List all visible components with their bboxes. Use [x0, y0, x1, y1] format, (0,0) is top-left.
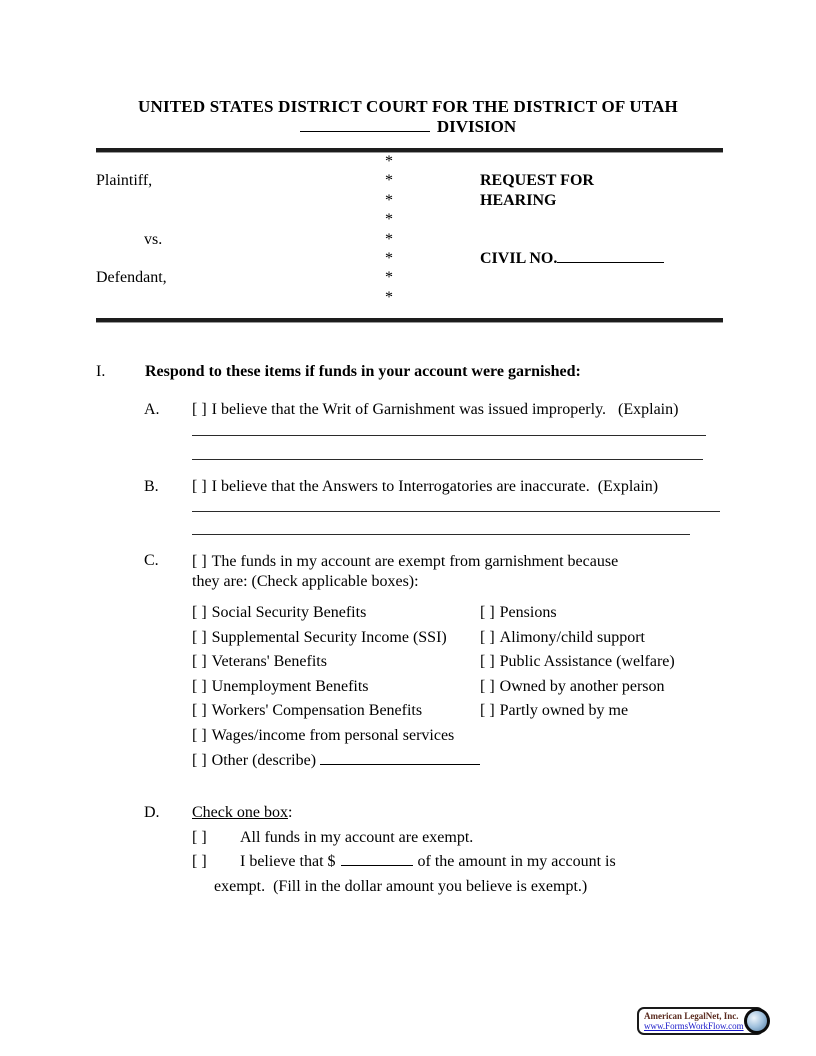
option-wages-income	[192, 727, 480, 752]
legalnet-badge	[637, 1007, 764, 1035]
item-b-label: B.	[144, 478, 159, 495]
option-social-security	[192, 604, 480, 629]
item-d-label: D.	[144, 804, 160, 821]
option-checkbox[interactable]: [ ]	[192, 653, 207, 671]
option-checkbox[interactable]: [ ]	[480, 702, 495, 720]
legalnet-company: American LegalNet, Inc.	[644, 1010, 739, 1021]
division-line	[0, 117, 816, 137]
vs-label: vs.	[144, 230, 163, 248]
exemption-options-left-column	[192, 604, 480, 776]
caption-row	[96, 192, 723, 211]
d-option-all-funds	[192, 829, 732, 847]
civil-no-label: CIVIL NO.	[480, 249, 558, 267]
plaintiff-label: Plaintiff,	[96, 172, 153, 190]
item-b-text: I believe that the Answers to Interrogatories are inaccurate. (Explain)	[211, 478, 659, 495]
caption-row	[96, 153, 723, 172]
option-checkbox[interactable]: [ ]	[192, 702, 207, 720]
case-caption	[96, 153, 723, 308]
option-owned-by-another	[480, 678, 730, 703]
item-a-explain-line-1[interactable]	[192, 435, 706, 436]
option-other	[192, 752, 480, 777]
option-checkbox[interactable]: [ ]	[480, 653, 495, 671]
item-b-explain-line-1[interactable]	[192, 511, 720, 512]
option-label: Wages/income from personal services	[211, 726, 455, 744]
civil-no-blank[interactable]	[557, 262, 664, 263]
caption-rule-top	[96, 148, 723, 152]
item-a-label: A.	[144, 401, 160, 418]
item-d-heading: Check one box	[192, 804, 288, 821]
option-checkbox[interactable]: [ ]	[192, 726, 207, 744]
document-title-line1: REQUEST FOR	[480, 172, 594, 190]
option-checkbox[interactable]: [ ]	[192, 628, 207, 646]
caption-rule-bottom	[96, 318, 723, 322]
option-checkbox[interactable]: [ ]	[192, 677, 207, 695]
option-checkbox[interactable]: [ ]	[192, 604, 207, 621]
item-c-checkbox[interactable]: [ ]	[192, 553, 207, 570]
caption-row	[96, 289, 723, 308]
item-a-checkbox[interactable]: [ ]	[192, 401, 207, 418]
item-c-text-line1: [ ] The funds in my account are exempt from garnishment because	[192, 553, 619, 570]
option-label: Owned by another person	[499, 677, 665, 695]
option-checkbox[interactable]: [ ]	[192, 751, 207, 769]
section-i	[96, 363, 736, 381]
asterisk-separator: *	[385, 269, 393, 287]
option-label: Social Security Benefits	[211, 604, 367, 621]
option-label: Unemployment Benefits	[211, 677, 369, 695]
exemption-options-right-column	[480, 604, 730, 727]
item-b-checkbox[interactable]: [ ]	[192, 478, 207, 495]
asterisk-separator: *	[385, 153, 393, 170]
asterisk-separator: *	[385, 211, 393, 229]
caption-row	[96, 231, 723, 250]
section-i-number: I.	[96, 363, 106, 380]
d-option-2-text-before: I believe that $	[240, 853, 336, 870]
option-checkbox[interactable]: [ ]	[480, 604, 495, 621]
item-d-heading-colon: :	[287, 804, 293, 821]
d-option-1-label: All funds in my account are exempt.	[240, 829, 474, 846]
d-option-2-continuation: exempt. (Fill in the dollar amount you believe is exempt.)	[214, 878, 588, 895]
asterisk-separator: *	[385, 191, 393, 209]
option-label: Alimony/child support	[499, 628, 645, 646]
option-checkbox[interactable]: [ ]	[480, 677, 495, 695]
d-option-2-checkbox[interactable]: [ ]	[192, 853, 207, 870]
document-title-line2: HEARING	[480, 191, 557, 209]
division-label: DIVISION	[436, 117, 517, 136]
option-label: Other (describe)	[211, 751, 317, 769]
asterisk-separator: *	[385, 288, 393, 306]
item-d	[144, 804, 704, 822]
caption-row	[96, 269, 723, 288]
other-describe-blank[interactable]	[320, 764, 480, 765]
option-veterans-benefits	[192, 653, 480, 678]
d-option-2-text-after: of the amount in my account is	[417, 853, 616, 870]
option-label: Workers' Compensation Benefits	[211, 702, 423, 720]
asterisk-separator: *	[385, 230, 393, 248]
d-option-partial-amount	[192, 853, 752, 871]
option-partly-owned	[480, 702, 730, 727]
option-alimony	[480, 629, 730, 654]
asterisk-separator: *	[385, 249, 393, 267]
option-label: Pensions	[499, 604, 557, 621]
item-c-label: C.	[144, 552, 159, 569]
option-public-assistance	[480, 653, 730, 678]
defendant-label: Defendant,	[96, 269, 167, 287]
caption-row	[96, 211, 723, 230]
item-a	[144, 401, 744, 419]
item-a-explain-line-2[interactable]	[192, 459, 703, 460]
option-label: Partly owned by me	[499, 702, 629, 720]
caption-row	[96, 172, 723, 191]
option-checkbox[interactable]: [ ]	[480, 628, 495, 646]
caption-row	[96, 250, 723, 269]
option-workers-compensation	[192, 702, 480, 727]
item-c-text-line2: they are: (Check applicable boxes):	[192, 572, 419, 590]
asterisk-separator: *	[385, 172, 393, 190]
division-name-blank[interactable]	[300, 131, 430, 132]
option-ssi	[192, 629, 480, 654]
court-title: UNITED STATES DISTRICT COURT FOR THE DISTRICT OF UTAH	[138, 97, 678, 116]
option-label: Supplemental Security Income (SSI)	[211, 628, 447, 646]
item-b-explain-line-2[interactable]	[192, 534, 690, 535]
option-label: Veterans' Benefits	[211, 653, 327, 671]
option-pensions	[480, 604, 730, 629]
item-b	[144, 478, 744, 496]
dollar-amount-blank[interactable]	[341, 865, 413, 866]
item-c	[144, 552, 764, 591]
section-i-heading: Respond to these items if funds in your account were garnished:	[145, 363, 581, 380]
legalnet-globe-icon	[744, 1008, 770, 1034]
option-label: Public Assistance (welfare)	[499, 653, 675, 671]
legalnet-url-link[interactable]: www.FormsWorkFlow.com	[644, 1021, 744, 1031]
item-a-text: I believe that the Writ of Garnishment was issued improperly. (Explain)	[211, 401, 679, 418]
d-option-1-checkbox[interactable]: [ ]	[192, 829, 207, 846]
option-unemployment-benefits	[192, 678, 480, 703]
